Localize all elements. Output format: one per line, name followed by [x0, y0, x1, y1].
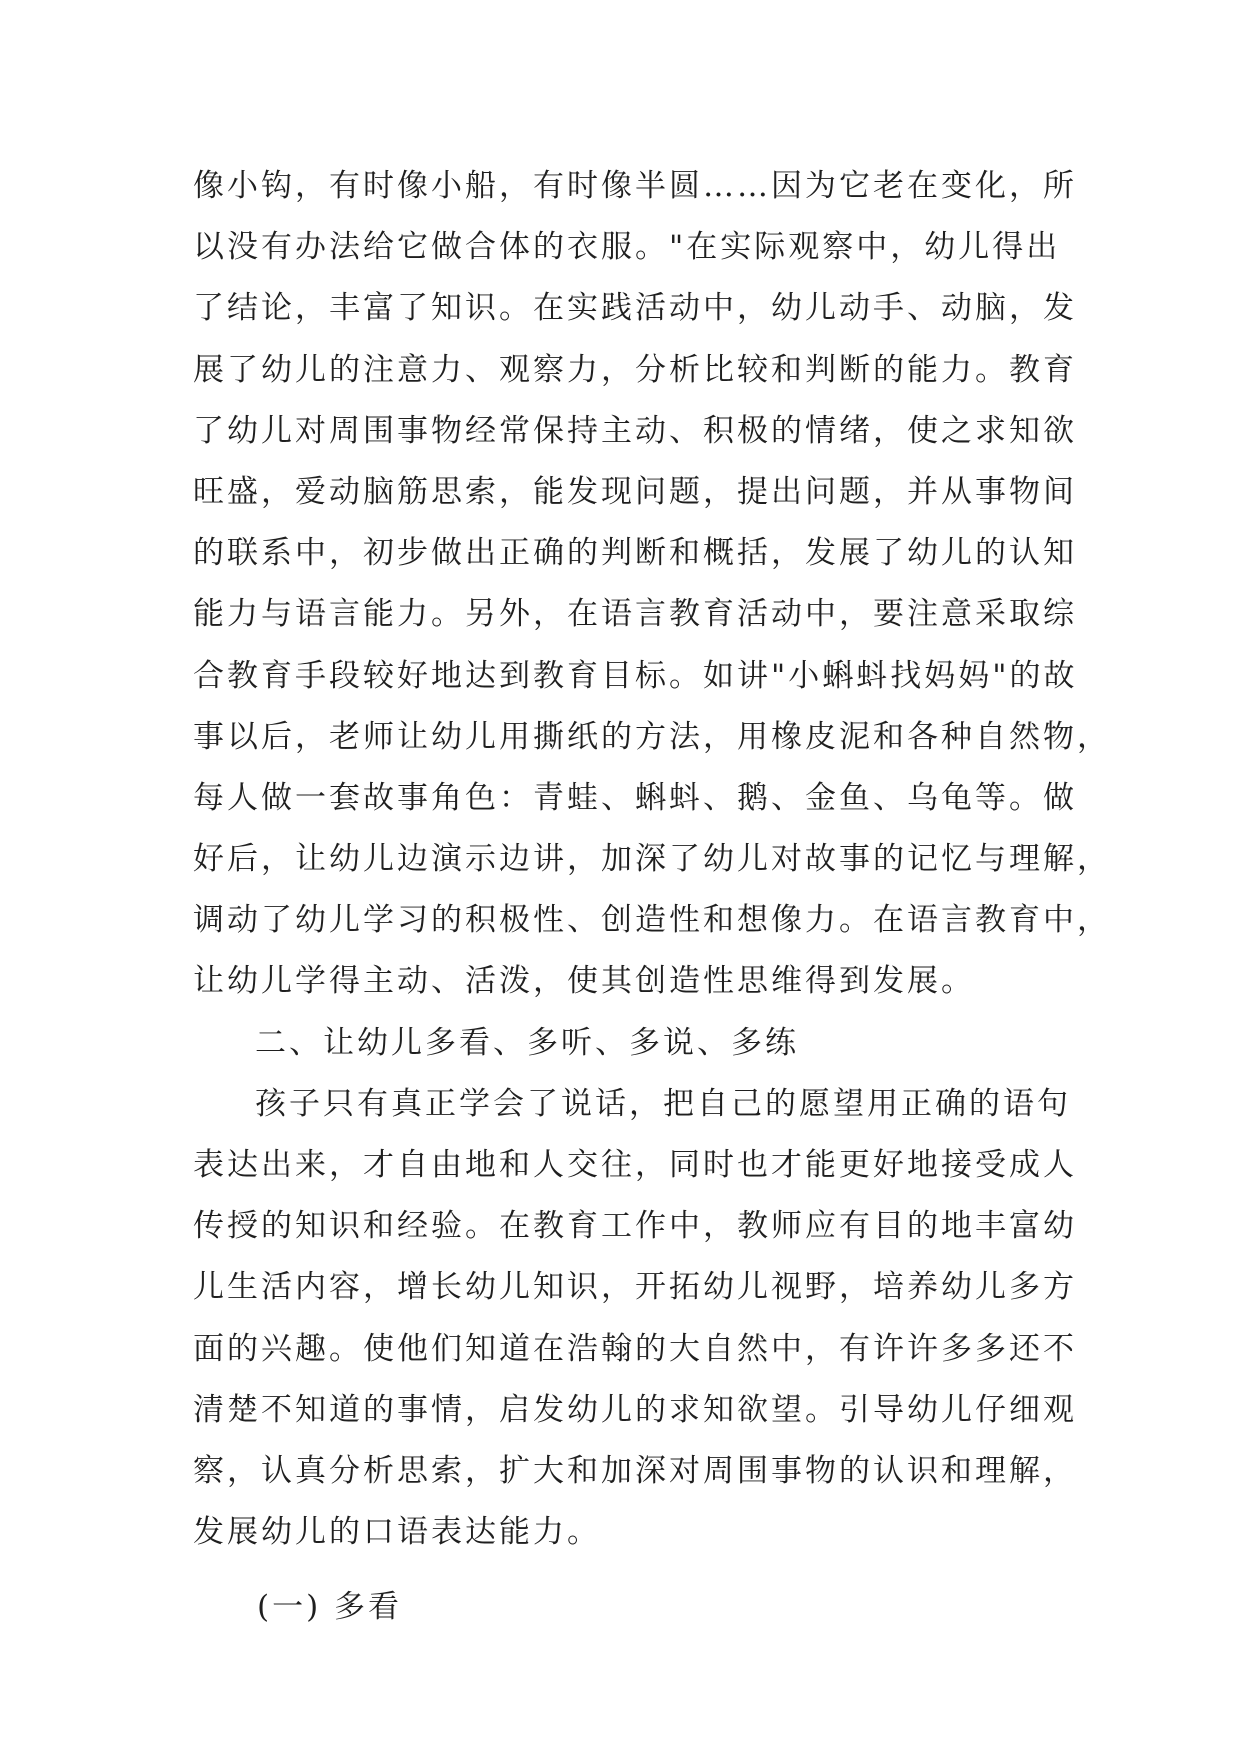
- text-line: 每人做一套故事角色：青蛙、蝌蚪、鹅、金鱼、乌龟等。做: [193, 779, 1077, 816]
- text-line: 清楚不知道的事情，启发幼儿的求知欲望。引导幼儿仔细观: [193, 1391, 1077, 1428]
- paragraph-2: [193, 1074, 1077, 1564]
- text-line: 儿生活内容，增长幼儿知识，开拓幼儿视野，培养幼儿多方: [193, 1269, 1077, 1306]
- text-line: 能力与语言能力。另外，在语言教育活动中，要注意采取综: [193, 596, 1077, 633]
- text-line: 了结论，丰富了知识。在实践活动中，幼儿动手、动脑，发: [193, 290, 1077, 327]
- text-line: 合教育手段较好地达到教育目标。如讲"小蝌蚪找妈妈"的故: [193, 657, 1078, 694]
- document-body: [193, 156, 1111, 1639]
- section-heading: 二、让幼儿多看、多听、多说、多练: [255, 1024, 799, 1061]
- text-line: 的联系中，初步做出正确的判断和概括，发展了幼儿的认知: [193, 535, 1077, 572]
- text-line: 像小钩，有时像小船，有时像半圆……因为它老在变化，所: [193, 168, 1077, 204]
- paragraph-1: [193, 156, 1111, 1013]
- text-line: 旺盛，爱动脑筋思索，能发现问题，提出问题，并从事物间: [193, 473, 1077, 510]
- text-line: 孩子只有真正学会了说话，把自己的愿望用正确的语句: [255, 1085, 1071, 1122]
- text-line: 让幼儿学得主动、活泼，使其创造性思维得到发展。: [193, 963, 975, 1000]
- text-line: 察，认真分析思索，扩大和加深对周围事物的认识和理解，: [193, 1452, 1077, 1489]
- text-line: 了幼儿对周围事物经常保持主动、积极的情绪，使之求知欲: [193, 412, 1077, 449]
- text-line: 面的兴趣。使他们知道在浩翰的大自然中，有许许多多还不: [193, 1330, 1077, 1367]
- text-line: 发展幼儿的口语表达能力。: [193, 1514, 601, 1551]
- subsection-heading: (一) 多看: [257, 1589, 403, 1626]
- text-line: 传授的知识和经验。在教育工作中，教师应有目的地丰富幼: [193, 1208, 1077, 1245]
- text-line: 以没有办法给它做合体的衣服。"在实际观察中，幼儿得出: [193, 229, 1061, 266]
- text-line: 好后，让幼儿边演示边讲，加深了幼儿对故事的记忆与理解，: [193, 841, 1111, 878]
- text-line: 调动了幼儿学习的积极性、创造性和想像力。在语言教育中，: [193, 902, 1111, 939]
- text-line: 表达出来，才自由地和人交往，同时也才能更好地接受成人: [193, 1147, 1077, 1183]
- text-line: 事以后，老师让幼儿用撕纸的方法，用橡皮泥和各种自然物，: [193, 718, 1111, 755]
- text-line: 展了幼儿的注意力、观察力，分析比较和判断的能力。教育: [193, 351, 1077, 388]
